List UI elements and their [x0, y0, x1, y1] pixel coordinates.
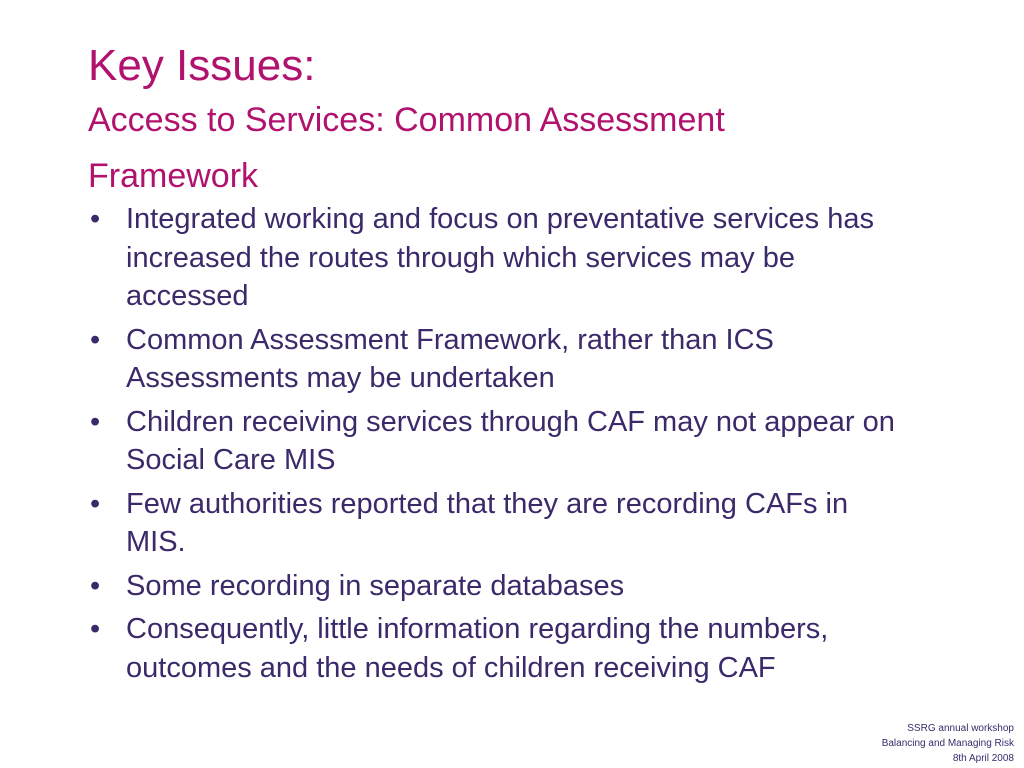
title-block [88, 40, 988, 204]
slide-footer [882, 721, 1014, 766]
bullet-text: Some recording in separate databases [126, 569, 625, 602]
bullet-list [88, 200, 908, 692]
bullet-icon: • [90, 323, 101, 356]
bullet-item-3 [88, 403, 908, 480]
bullet-icon: • [90, 203, 101, 235]
bullet-icon: • [90, 569, 101, 602]
slide-title: Key Issues: [88, 41, 316, 90]
bullet-text: Integrated working and focus on preventative services has increased the routes through which services may be accessed [126, 203, 874, 312]
footer-event: SSRG annual workshop [907, 723, 1014, 734]
bullet-item-2 [88, 321, 908, 398]
bullet-item-1 [88, 200, 908, 316]
bullet-icon: • [90, 405, 101, 438]
bullet-text: Consequently, little information regarding the numbers, outcomes and the needs of children receiving CAF [126, 613, 829, 684]
footer-theme: Balancing and Managing Risk [881, 738, 1014, 749]
bullet-text: Common Assessment Framework, rather than ICS Assessments may be undertaken [126, 323, 774, 394]
footer-date: 8th April 2008 [952, 753, 1014, 764]
bullet-icon: • [90, 613, 101, 645]
bullet-item-5 [88, 567, 908, 606]
slide-subtitle: Access to Services: Common Assessment Framework [88, 101, 725, 195]
bullet-item-4 [88, 485, 908, 562]
bullet-text: Few authorities reported that they are recording CAFs in MIS. [126, 487, 849, 558]
bullet-icon: • [90, 487, 101, 520]
bullet-text: Children receiving services through CAF may not appear on Social Care MIS [126, 405, 895, 476]
bullet-item-6 [88, 610, 908, 687]
